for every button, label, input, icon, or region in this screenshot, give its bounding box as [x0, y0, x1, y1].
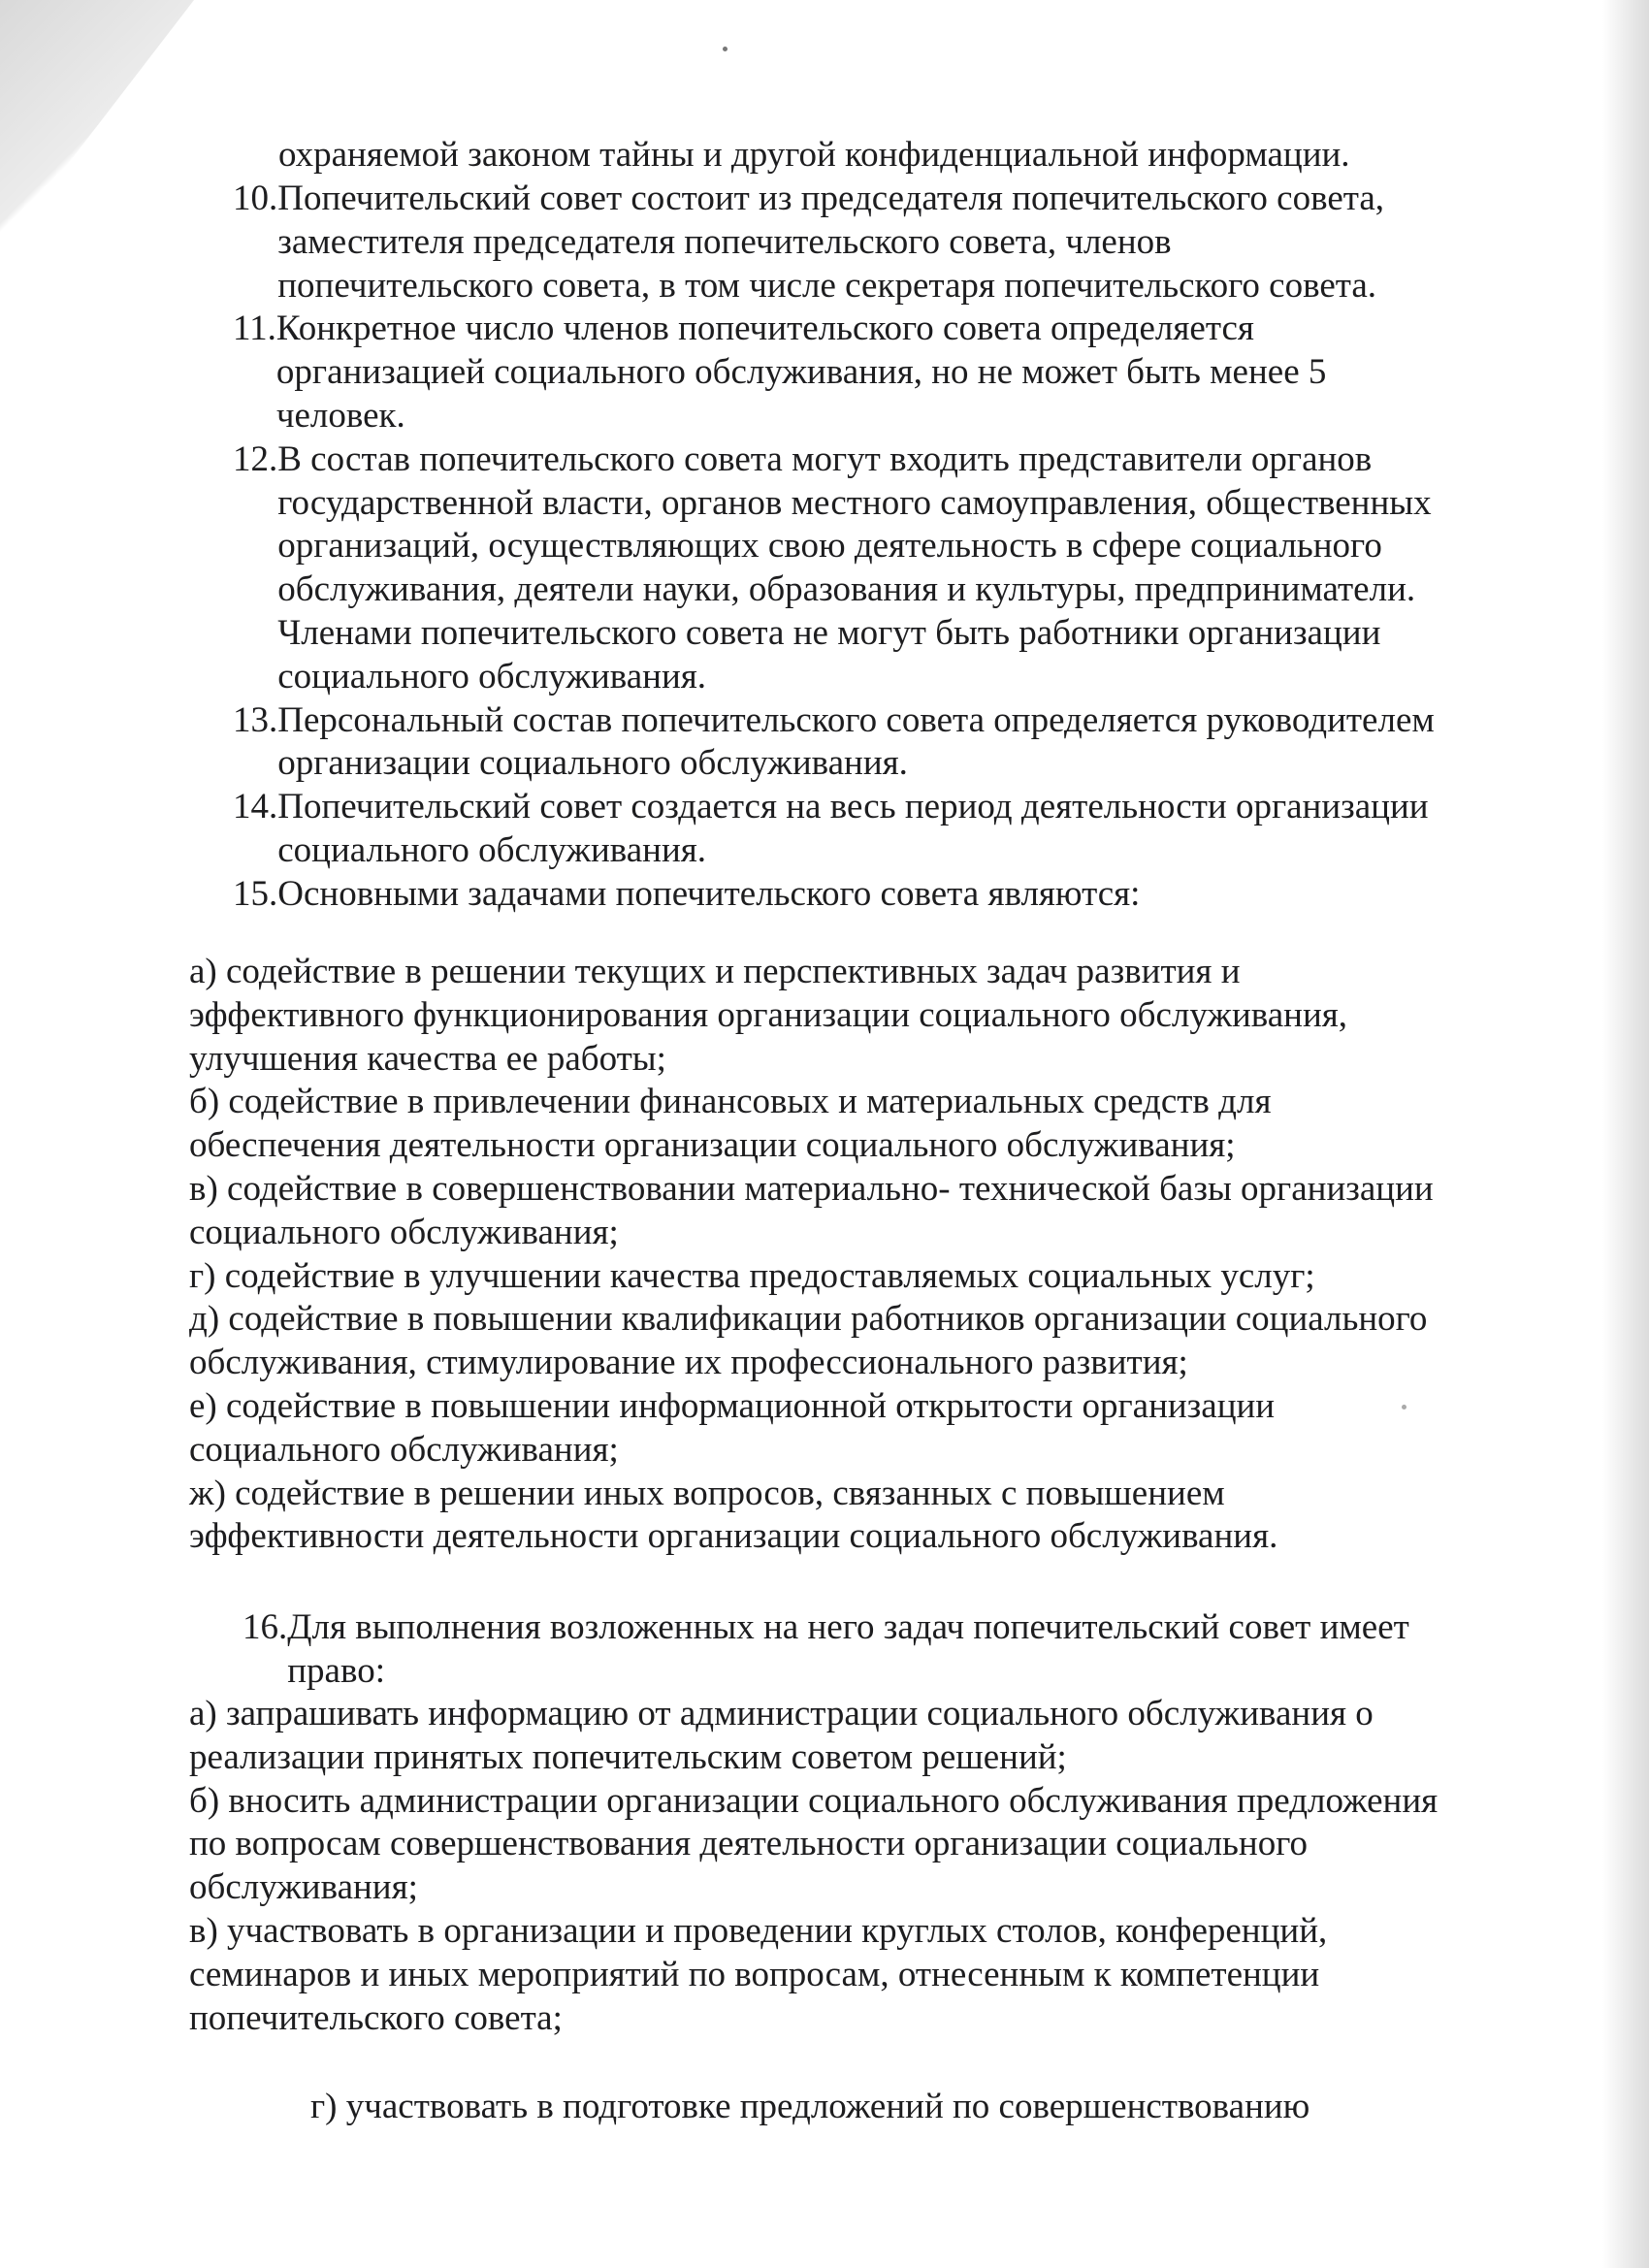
- scan-right-edge: [1602, 0, 1649, 2268]
- rights-list: [189, 1693, 1440, 2040]
- item-text: Основными задачами попечительского совета являются:: [277, 873, 1141, 914]
- list-item-15: [233, 873, 1436, 917]
- item-text: Попечительский совет состоит из председателя попечительского совета, заместителя председателя попечительского совета, членов попечительского совета, в том числе секретаря попечительского совета.: [277, 178, 1385, 306]
- last-line: г) участвовать в подготовке предложений по совершенствованию: [310, 2087, 1310, 2126]
- right-v: в) участвовать в организации и проведении круглых столов, конференций, семинаров и иных мероприятий по вопросам, отнесенным к компетенции попечительского совета;: [189, 1910, 1328, 2038]
- list-item-16: [242, 1606, 1445, 1694]
- item-text: Конкретное число членов попечительского совета определяется организацией социального обслуживания, но не может быть менее 5 человек.: [275, 308, 1327, 436]
- item-text: Персональный состав попечительского совета определяется руководителем организации социального обслуживания.: [277, 699, 1435, 784]
- item-number: 15.: [233, 873, 278, 914]
- item-text: В состав попечительского совета могут входить представители органов государственной власти, органов местного самоуправления, общественных организаций, осуществляющих свою деятельность в сфере социального обслуживания, деятели науки, образования и культуры, предприниматели. Членами попечительского совета не могут быть работники организации социального обслуживания.: [277, 438, 1432, 697]
- task-e: е) содействие в повышении информационной открытости организации социального обслуживания;: [189, 1385, 1276, 1470]
- item-number: 14.: [233, 787, 278, 827]
- list-item-14: [233, 786, 1436, 873]
- item-text: Для выполнения возложенных на него задач попечительский совет имеет право:: [287, 1607, 1409, 1691]
- scan-corner-shadow: [0, 0, 194, 252]
- task-v: в) содействие в совершенствовании материально- технической базы организации социального обслуживания;: [189, 1168, 1434, 1252]
- task-zh: ж) содействие в решении иных вопросов, связанных с повышением эффективности деятельности организации социального обслуживания.: [189, 1473, 1278, 1557]
- item-number: 11.: [233, 308, 276, 349]
- numbered-list-a: [233, 178, 1436, 917]
- list-item-13: [233, 699, 1436, 787]
- intro-line: охраняемой законом тайны и другой конфиденциальной информации.: [278, 135, 1350, 175]
- item-number: 13.: [233, 699, 278, 740]
- right-b: б) вносить администрации организации социального обслуживания предложения по вопросам совершенствования деятельности организации социального обслуживания;: [189, 1780, 1439, 1908]
- right-a: а) запрашивать информацию от администрации социального обслуживания о реализации принятых попечительским советом решений;: [189, 1694, 1374, 1777]
- tasks-list: [189, 951, 1440, 1559]
- scan-speck: [723, 47, 728, 51]
- item-text: Попечительский совет создается на весь период деятельности организации социального обслуживания.: [277, 787, 1429, 870]
- task-d: д) содействие в повышении квалификации работников организации социального обслуживания, стимулирование их профессионального развития;: [189, 1299, 1428, 1383]
- task-g: г) содействие в улучшении качества предоставляемых социальных услуг;: [189, 1255, 1315, 1296]
- item-number: 12.: [233, 438, 278, 479]
- list-item-12: [233, 438, 1436, 699]
- list-item-10: [233, 178, 1436, 308]
- task-b: б) содействие в привлечении финансовых и материальных средств для обеспечения деятельности организации социального обслуживания;: [189, 1082, 1272, 1166]
- item-number: 16.: [242, 1607, 288, 1647]
- item-number: 10.: [233, 178, 278, 218]
- list-item-11: [233, 308, 1436, 437]
- task-a: а) содействие в решении текущих и перспективных задач развития и эффективного функционирования организации социального обслуживания, улучшения качества ее работы;: [189, 952, 1348, 1079]
